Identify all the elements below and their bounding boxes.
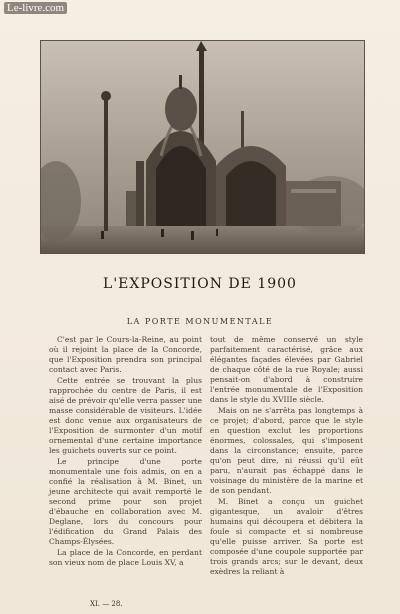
paragraph: La place de la Concorde, en perdant son vieux nom de place Louis XV, a — [49, 548, 202, 567]
paragraph: Cette entrée se trouvant la plus rapprochée du centre de Paris, il est aisé de prévoir qu'elle verra passer une masse considérable de visiteurs. L'idée est donc venue aux organisateurs de l'Exposition de surmonter d'un motif ornemental d'une certaine importance les guichets ouverts sur ce point. — [49, 376, 202, 455]
photo-illustration — [41, 41, 364, 253]
page-signature: XI. — 28. — [90, 600, 123, 608]
paragraph: M. Binet a conçu un guichet gigantesque, un avaloir d'êtres humains qui découpera et débitera la foule si compacte et si nombreuse qu'elle puisse arriver. Sa porte est composée d'une coupole supportée par trois grands arcs; sur le devant, deux exèdres la reliant à — [210, 497, 363, 576]
paragraph: tout de même conservé un style parfaitement caractérisé, grâce aux élégantes façades élevées par Gabriel de chaque côté de la rue Royale; aussi pensait-on d'abord à construire l'entrée monumentale de l'Exposition dans le style du XVIIIe siècle. — [210, 335, 363, 404]
paragraph: Mais on ne s'arrêta pas longtemps à ce projet; d'abord, parce que le style en question exclut les proportions énormes, colossales, qui s'imposent dans la circonstance; ensuite, parce qu'on peut dire, ni réussi qu'il eût paru, n'aurait pas échappé dans le voisinage du ministère de la marine et de son pendant. — [210, 406, 363, 495]
left-column — [49, 335, 202, 569]
section-heading: LA PORTE MONUMENTALE — [126, 317, 274, 326]
watermark: Le-livre.com — [4, 2, 67, 14]
right-column — [210, 335, 363, 578]
article-title: L'EXPOSITION DE 1900 — [103, 276, 297, 292]
paragraph: C'est par le Cours-la-Reine, au point où il rejoint la place de la Concorde, que l'Exposition prendra son principal contact avec Paris. — [49, 335, 202, 374]
paragraph: Le principe d'une porte monumentale une fois admis, on en a confié la réalisation à M. Binet, un jeune architecte qui avait remporté le second prime pour son projet d'ébauche en collaboration avec M. Deglane, lors du concours pour l'édification du Grand Palais des Champs-Élysées. — [49, 457, 202, 546]
porte-monumentale-photo — [40, 40, 365, 254]
